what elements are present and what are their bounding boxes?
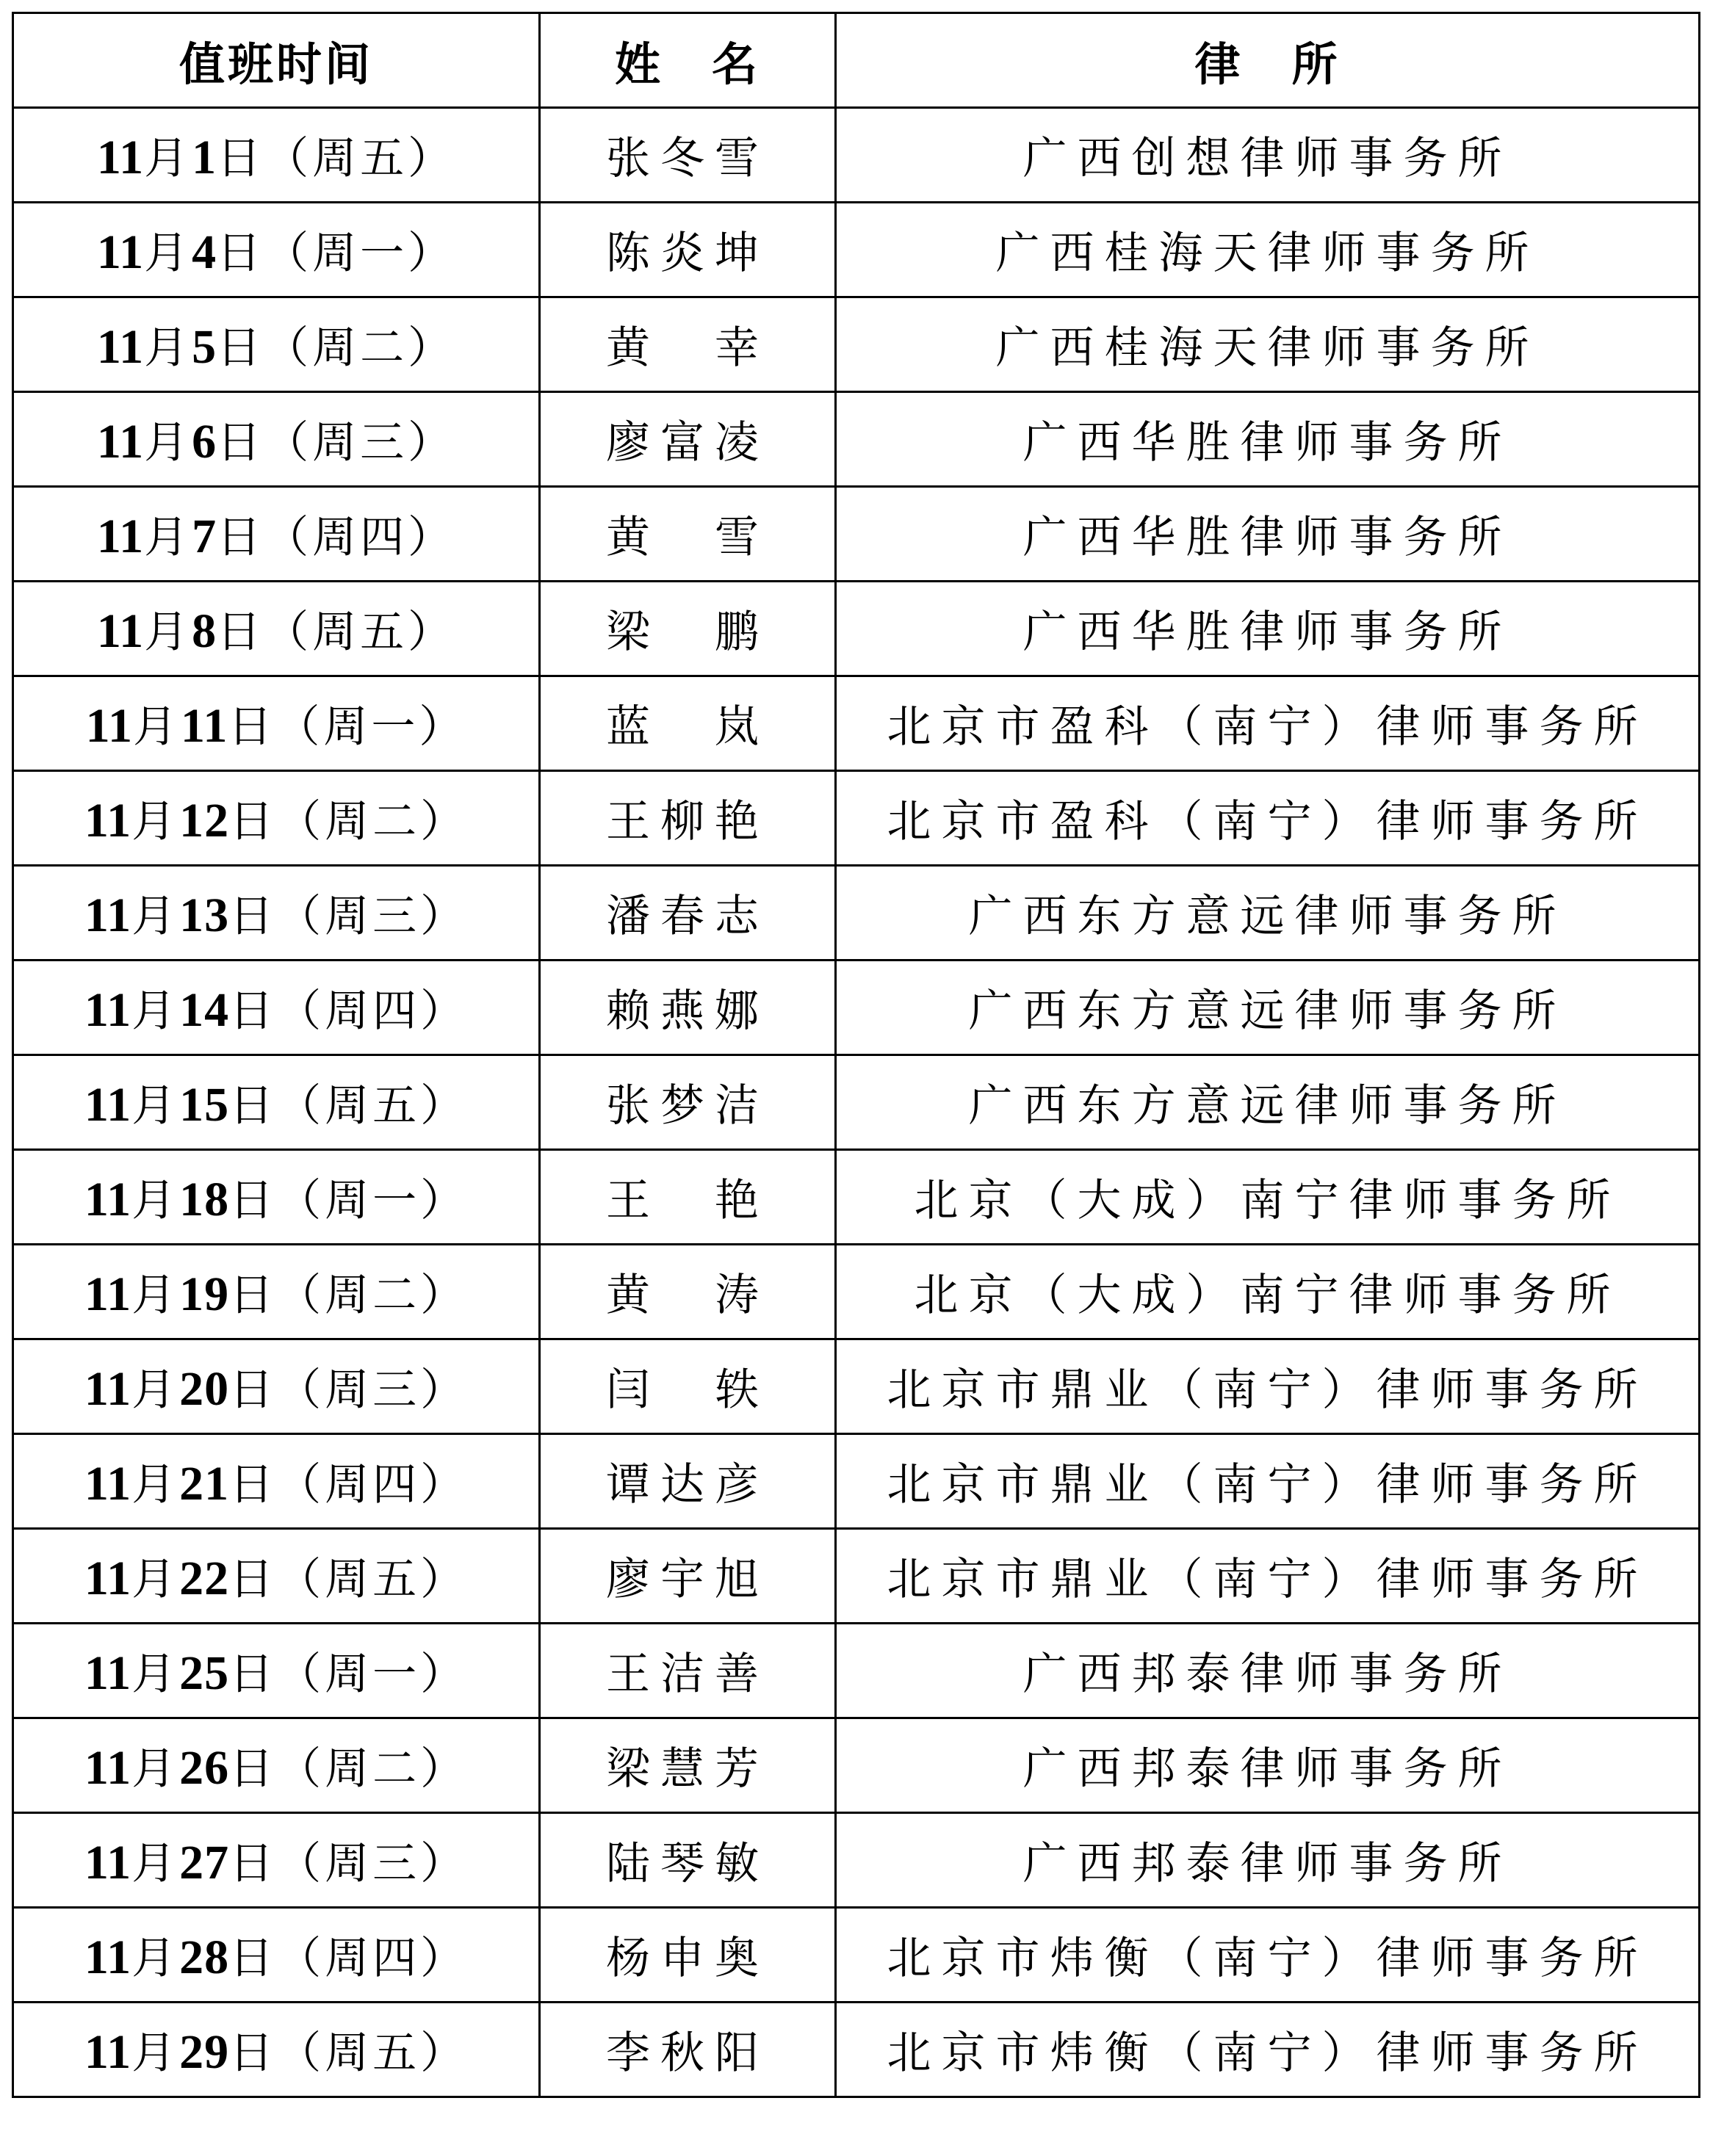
day-label: 日: [229, 1364, 278, 1416]
month-number: 11: [84, 1552, 132, 1605]
day-label: 日: [229, 1743, 278, 1795]
month-number: 11: [84, 794, 132, 847]
month-label: 月: [144, 417, 192, 469]
law-firm-cell: 广西东方意远律师事务所: [836, 866, 1700, 961]
day-number: 22: [179, 1552, 230, 1605]
duty-date-cell: [13, 1245, 540, 1339]
weekday: （周四）: [277, 985, 469, 1037]
table-row: [13, 676, 1700, 771]
law-firm-cell: 广西桂海天律师事务所: [836, 203, 1700, 297]
day-number: 6: [192, 415, 217, 469]
weekday: （周二）: [277, 1743, 469, 1795]
table-row: [13, 1339, 1700, 1434]
month-number: 11: [84, 889, 132, 942]
month-label: 月: [131, 2027, 180, 2079]
day-label: 日: [217, 607, 265, 658]
table-row: [13, 1908, 1700, 2003]
law-firm-cell: 广西创想律师事务所: [836, 108, 1700, 203]
lawyer-name-cell: 王柳艳: [540, 771, 836, 866]
header-duty-time: 值班时间: [13, 13, 540, 108]
law-firm-cell: 北京市盈科（南宁）律师事务所: [836, 676, 1700, 771]
month-number: 11: [85, 699, 133, 753]
table-row: [13, 297, 1700, 392]
month-number: 11: [84, 1836, 132, 1889]
header-row: [13, 13, 1700, 108]
day-number: 25: [179, 1646, 230, 1700]
table-row: [13, 961, 1700, 1055]
day-number: 7: [192, 510, 217, 563]
day-number: 1: [192, 131, 217, 184]
table-row: [13, 487, 1700, 582]
duty-date-cell: [13, 203, 540, 297]
month-number: 11: [84, 1646, 132, 1700]
day-label: 日: [217, 322, 265, 374]
duty-date-cell: [13, 1150, 540, 1245]
duty-date-cell: [13, 1908, 540, 2003]
month-number: 11: [84, 1173, 132, 1226]
duty-date-cell: [13, 866, 540, 961]
lawyer-name-cell: 黄 涛: [540, 1245, 836, 1339]
table-row: [13, 1245, 1700, 1339]
day-number: 11: [181, 699, 228, 753]
lawyer-name-cell: 陆琴敏: [540, 1813, 836, 1908]
duty-date-cell: [13, 108, 540, 203]
day-label: 日: [229, 1838, 278, 1889]
table-row: [13, 771, 1700, 866]
day-label: 日: [229, 796, 278, 847]
month-label: 月: [131, 891, 180, 942]
month-label: 月: [144, 133, 192, 184]
law-firm-cell: 北京（大成）南宁律师事务所: [836, 1245, 1700, 1339]
table-row: [13, 1529, 1700, 1624]
month-label: 月: [131, 1270, 180, 1321]
lawyer-name-cell: 梁 鹏: [540, 582, 836, 676]
law-firm-cell: 广西华胜律师事务所: [836, 582, 1700, 676]
lawyer-name-cell: 梁慧芳: [540, 1718, 836, 1813]
weekday: （周五）: [264, 133, 456, 184]
day-label: 日: [229, 1270, 278, 1321]
table-row: [13, 1624, 1700, 1718]
month-number: 11: [84, 1362, 132, 1416]
law-firm-cell: 北京市鼎业（南宁）律师事务所: [836, 1434, 1700, 1529]
month-label: 月: [131, 1364, 180, 1416]
month-label: 月: [144, 512, 192, 563]
duty-date-cell: [13, 1718, 540, 1813]
day-label: 日: [217, 228, 265, 279]
day-number: 29: [179, 2025, 230, 2079]
day-number: 28: [179, 1931, 230, 1984]
weekday: （周五）: [277, 2027, 469, 2079]
duty-date-cell: [13, 1529, 540, 1624]
duty-date-cell: [13, 961, 540, 1055]
month-label: 月: [131, 1554, 180, 1605]
day-number: 26: [179, 1741, 230, 1795]
weekday: （周三）: [277, 891, 469, 942]
month-number: 11: [84, 1078, 132, 1132]
duty-date-cell: [13, 582, 540, 676]
day-number: 5: [192, 320, 217, 374]
day-label: 日: [217, 133, 265, 184]
day-number: 20: [179, 1362, 230, 1416]
duty-date-cell: [13, 487, 540, 582]
duty-roster-table: [12, 12, 1700, 2098]
weekday: （周五）: [264, 607, 456, 658]
duty-date-cell: [13, 1339, 540, 1434]
duty-roster-sheet: [12, 12, 1700, 2098]
law-firm-cell: 北京市鼎业（南宁）律师事务所: [836, 1529, 1700, 1624]
month-label: 月: [144, 607, 192, 658]
day-label: 日: [229, 1649, 278, 1700]
day-label: 日: [229, 1080, 278, 1132]
month-label: 月: [131, 796, 180, 847]
weekday: （周一）: [277, 1175, 469, 1226]
table-row: [13, 108, 1700, 203]
lawyer-name-cell: 王 艳: [540, 1150, 836, 1245]
lawyer-name-cell: 黄 幸: [540, 297, 836, 392]
law-firm-cell: 广西东方意远律师事务所: [836, 961, 1700, 1055]
lawyer-name-cell: 黄 雪: [540, 487, 836, 582]
lawyer-name-cell: 王洁善: [540, 1624, 836, 1718]
law-firm-cell: 广西邦泰律师事务所: [836, 1624, 1700, 1718]
weekday: （周三）: [264, 417, 456, 469]
day-number: 4: [192, 225, 217, 279]
weekday: （周二）: [277, 796, 469, 847]
duty-date-cell: [13, 1055, 540, 1150]
law-firm-cell: 广西邦泰律师事务所: [836, 1813, 1700, 1908]
law-firm-cell: 北京市盈科（南宁）律师事务所: [836, 771, 1700, 866]
law-firm-cell: 广西华胜律师事务所: [836, 487, 1700, 582]
duty-date-cell: [13, 1434, 540, 1529]
day-label: 日: [229, 1933, 278, 1984]
month-number: 11: [84, 1267, 132, 1321]
header-name: 姓 名: [540, 13, 836, 108]
day-number: 19: [179, 1267, 230, 1321]
day-number: 27: [179, 1836, 230, 1889]
table-row: [13, 1813, 1700, 1908]
duty-date-cell: [13, 771, 540, 866]
lawyer-name-cell: 张梦洁: [540, 1055, 836, 1150]
day-label: 日: [217, 417, 265, 469]
month-label: 月: [144, 228, 192, 279]
duty-date-cell: [13, 676, 540, 771]
weekday: （周一）: [264, 228, 456, 279]
law-firm-cell: 北京（大成）南宁律师事务所: [836, 1150, 1700, 1245]
weekday: （周三）: [277, 1364, 469, 1416]
month-number: 11: [96, 510, 145, 563]
month-number: 11: [96, 604, 145, 658]
month-label: 月: [131, 1459, 180, 1511]
weekday: （周一）: [277, 1649, 469, 1700]
weekday: （周四）: [277, 1933, 469, 1984]
law-firm-cell: 广西华胜律师事务所: [836, 392, 1700, 487]
day-label: 日: [229, 1554, 278, 1605]
table-row: [13, 1718, 1700, 1813]
day-number: 12: [179, 794, 230, 847]
duty-date-cell: [13, 297, 540, 392]
day-number: 13: [179, 889, 230, 942]
month-number: 11: [84, 1931, 132, 1984]
day-number: 18: [179, 1173, 230, 1226]
table-row: [13, 1434, 1700, 1529]
header-law-firm: 律 所: [836, 13, 1700, 108]
day-label: 日: [229, 1459, 278, 1511]
month-label: 月: [144, 322, 192, 374]
day-number: 14: [179, 983, 230, 1037]
table-row: [13, 2003, 1700, 2097]
lawyer-name-cell: 闫 轶: [540, 1339, 836, 1434]
lawyer-name-cell: 李秋阳: [540, 2003, 836, 2097]
weekday: （周三）: [277, 1838, 469, 1889]
lawyer-name-cell: 廖宇旭: [540, 1529, 836, 1624]
table-row: [13, 392, 1700, 487]
weekday: （周二）: [277, 1270, 469, 1321]
day-label: 日: [228, 701, 276, 753]
day-number: 21: [179, 1457, 230, 1511]
duty-date-cell: [13, 1624, 540, 1718]
weekday: （周五）: [277, 1554, 469, 1605]
month-label: 月: [131, 1838, 180, 1889]
month-label: 月: [131, 985, 180, 1037]
day-label: 日: [229, 985, 278, 1037]
lawyer-name-cell: 赖燕娜: [540, 961, 836, 1055]
month-number: 11: [96, 415, 145, 469]
day-number: 15: [179, 1078, 230, 1132]
day-label: 日: [217, 512, 265, 563]
duty-date-cell: [13, 2003, 540, 2097]
weekday: （周一）: [275, 701, 467, 753]
law-firm-cell: 北京市炜衡（南宁）律师事务所: [836, 2003, 1700, 2097]
duty-date-cell: [13, 392, 540, 487]
month-label: 月: [133, 701, 181, 753]
month-label: 月: [131, 1080, 180, 1132]
table-row: [13, 1150, 1700, 1245]
month-label: 月: [131, 1743, 180, 1795]
law-firm-cell: 广西邦泰律师事务所: [836, 1718, 1700, 1813]
lawyer-name-cell: 廖富凌: [540, 392, 836, 487]
weekday: （周五）: [277, 1080, 469, 1132]
month-label: 月: [131, 1175, 180, 1226]
day-label: 日: [229, 891, 278, 942]
lawyer-name-cell: 潘春志: [540, 866, 836, 961]
law-firm-cell: 北京市炜衡（南宁）律师事务所: [836, 1908, 1700, 2003]
law-firm-cell: 广西桂海天律师事务所: [836, 297, 1700, 392]
lawyer-name-cell: 张冬雪: [540, 108, 836, 203]
month-number: 11: [96, 320, 145, 374]
law-firm-cell: 北京市鼎业（南宁）律师事务所: [836, 1339, 1700, 1434]
month-number: 11: [84, 1741, 132, 1795]
month-number: 11: [84, 1457, 132, 1511]
day-number: 8: [192, 604, 217, 658]
month-label: 月: [131, 1649, 180, 1700]
table-row: [13, 582, 1700, 676]
table-row: [13, 1055, 1700, 1150]
lawyer-name-cell: 谭达彦: [540, 1434, 836, 1529]
day-label: 日: [229, 1175, 278, 1226]
lawyer-name-cell: 陈炎坤: [540, 203, 836, 297]
table-row: [13, 866, 1700, 961]
roster-body: [13, 108, 1700, 2097]
month-number: 11: [96, 225, 145, 279]
table-row: [13, 203, 1700, 297]
month-number: 11: [96, 131, 145, 184]
weekday: （周四）: [277, 1459, 469, 1511]
month-number: 11: [84, 2025, 132, 2079]
weekday: （周四）: [264, 512, 456, 563]
month-label: 月: [131, 1933, 180, 1984]
lawyer-name-cell: 杨申奥: [540, 1908, 836, 2003]
lawyer-name-cell: 蓝 岚: [540, 676, 836, 771]
duty-date-cell: [13, 1813, 540, 1908]
weekday: （周二）: [264, 322, 456, 374]
month-number: 11: [84, 983, 132, 1037]
day-label: 日: [229, 2027, 278, 2079]
law-firm-cell: 广西东方意远律师事务所: [836, 1055, 1700, 1150]
